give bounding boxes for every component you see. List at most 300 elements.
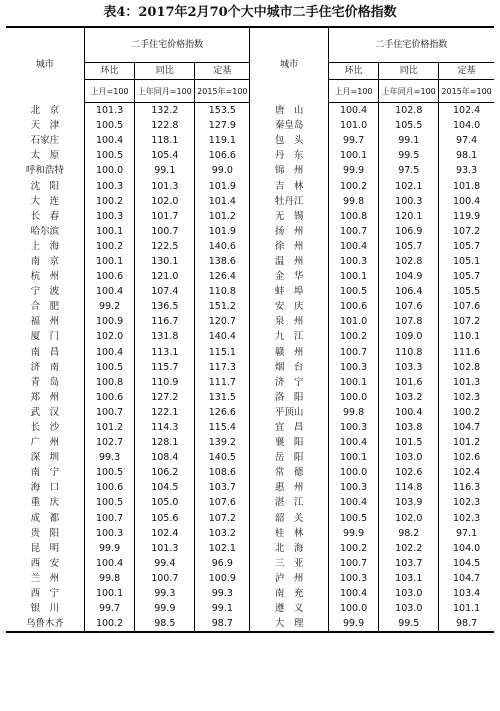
index-yoy-right: 102.1 [379,178,439,193]
index-mom-left: 100.6 [84,390,135,405]
index-yoy-right: 107.6 [379,299,439,314]
index-base-left: 106.6 [195,148,250,163]
table-row [6,148,494,163]
index-base-right: 101.8 [453,180,481,192]
index-yoy-left: 121.0 [135,269,195,284]
city-name-left: 贵 阳 [6,526,84,541]
index-mom-right: 100.4 [328,103,379,119]
index-mom-right: 100.7 [328,345,379,360]
index-yoy-left: 104.5 [135,480,195,495]
index-base-left: 115.4 [195,420,250,435]
city-name-left: 大 连 [6,194,84,209]
city-name-left: 兰 州 [6,571,84,586]
index-yoy-right: 104.9 [379,269,439,284]
table-row [6,541,494,556]
city-name-left: 上 海 [6,239,84,254]
city-name-right: 南 充 [250,586,328,601]
city-name-right: 扬 州 [250,224,328,239]
index-base-right: 116.3 [453,482,481,494]
index-yoy-right: 103.3 [379,360,439,375]
city-name-right: 岳 阳 [250,450,328,465]
index-base-left: 126.4 [195,269,250,284]
index-yoy-right: 99.5 [379,148,439,163]
index-base-right: 97.1 [456,527,478,539]
city-name-right: 三 亚 [250,556,328,571]
index-base-left: 102.1 [195,541,250,556]
index-yoy-right: 103.1 [379,571,439,586]
city-name-right: 唐 山 [250,103,328,119]
index-base-left: 115.1 [195,345,250,360]
index-mom-left: 99.3 [84,450,135,465]
table-row [6,163,494,178]
index-base-right: 101.1 [453,603,481,615]
index-yoy-left: 99.3 [135,586,195,601]
city-name-right: 泸 州 [250,571,328,586]
index-base-right: 104.0 [453,120,481,132]
index-yoy-right: 101.6 [379,375,439,390]
city-name-right: 大 理 [250,616,328,632]
index-yoy-left: 101.7 [135,209,195,224]
index-mom-left: 99.2 [84,299,135,314]
index-yoy-left: 122.5 [135,239,195,254]
index-mom-left: 102.0 [84,329,135,344]
index-base-right: 110.1 [453,331,481,343]
table-row [6,616,494,632]
index-mom-right: 100.1 [328,269,379,284]
city-name-left: 南 宁 [6,465,84,480]
index-mom-right: 100.2 [328,329,379,344]
city-name-left: 成 都 [6,511,84,526]
index-yoy-left: 136.5 [135,299,195,314]
index-base-right: 102.3 [453,497,481,509]
index-yoy-left: 102.0 [135,194,195,209]
index-base-right: 97.4 [456,135,478,147]
index-base-right: 102.3 [453,391,481,403]
index-base-right: 102.4 [453,105,481,117]
index-yoy-left: 108.4 [135,450,195,465]
index-yoy-left: 99.1 [135,163,195,178]
index-mom-left: 102.7 [84,435,135,450]
index-mom-right: 100.6 [328,299,379,314]
index-mom-right: 100.4 [328,239,379,254]
city-name-left: 福 州 [6,314,84,329]
index-mom-right: 99.9 [328,616,379,632]
index-mom-left: 100.1 [84,586,135,601]
index-yoy-right: 100.4 [379,405,439,420]
index-mom-left: 100.3 [84,209,135,224]
index-yoy-right: 109.0 [379,329,439,344]
index-base-left: 103.2 [195,526,250,541]
index-base-left: 110.8 [195,284,250,299]
index-mom-right: 100.0 [328,601,379,616]
index-mom-right: 100.4 [328,586,379,601]
city-name-left: 海 口 [6,480,84,495]
index-mom-right: 99.9 [328,526,379,541]
index-mom-right: 100.5 [328,284,379,299]
index-yoy-left: 98.5 [135,616,195,632]
index-mom-right: 100.3 [328,360,379,375]
table-row [6,284,494,299]
index-yoy-left: 99.9 [135,601,195,616]
index-mom-right: 100.2 [328,541,379,556]
index-base-right: 102.6 [453,452,481,464]
index-mom-right: 100.7 [328,556,379,571]
city-name-left: 郑 州 [6,390,84,405]
index-base-left: 108.6 [195,465,250,480]
city-name-right: 秦皇岛 [250,118,328,133]
table-row [6,420,494,435]
table-row [6,239,494,254]
index-yoy-right: 114.8 [379,480,439,495]
index-base-left: 140.5 [195,450,250,465]
index-base-left: 140.4 [195,329,250,344]
index-yoy-right: 97.5 [379,163,439,178]
table-row [6,133,494,148]
index-mom-right: 99.8 [328,405,379,420]
index-mom-right: 100.0 [328,465,379,480]
index-base-left: 138.6 [195,254,250,269]
index-mom-left: 100.3 [84,178,135,193]
index-mom-right: 100.3 [328,480,379,495]
index-base-right: 100.4 [453,195,481,207]
index-yoy-right: 101.5 [379,435,439,450]
index-group-header-left: 二手住宅价格指数 [84,27,250,63]
index-base-left: 127.9 [195,118,250,133]
index-yoy-left: 101.3 [135,178,195,193]
index-mom-left: 100.7 [84,511,135,526]
sub-mom-left: 上月=100 [84,80,135,103]
index-yoy-right: 99.1 [379,133,439,148]
city-name-left: 呼和浩特 [6,163,84,178]
city-name-left: 哈尔滨 [6,224,84,239]
sub-yoy-left: 上年同月=100 [135,80,195,103]
index-yoy-left: 105.0 [135,495,195,510]
index-base-left: 120.7 [195,314,250,329]
index-base-left: 119.1 [195,133,250,148]
index-base-left: 131.5 [195,390,250,405]
table-row [6,511,494,526]
price-index-table [6,26,494,633]
table-row [6,103,494,119]
city-name-left: 南 昌 [6,345,84,360]
index-mom-left: 100.4 [84,284,135,299]
index-base-right: 104.7 [453,572,481,584]
city-header-right: 城市 [250,27,328,103]
index-mom-right: 100.5 [328,511,379,526]
index-yoy-right: 110.8 [379,345,439,360]
city-name-left: 西 安 [6,556,84,571]
index-mom-right: 99.7 [328,133,379,148]
index-mom-right: 100.4 [328,495,379,510]
city-name-left: 天 津 [6,118,84,133]
city-name-left: 乌鲁木齐 [6,616,84,632]
index-mom-left: 100.2 [84,239,135,254]
index-base-left: 99.1 [195,601,250,616]
index-base-left: 140.6 [195,239,250,254]
index-base-left: 126.6 [195,405,250,420]
city-name-right: 遵 义 [250,601,328,616]
index-base-left: 101.2 [195,209,250,224]
table-row [6,450,494,465]
index-base-right: 105.7 [453,240,481,252]
city-name-left: 西 宁 [6,586,84,601]
city-name-right: 徐 州 [250,239,328,254]
index-mom-right: 100.3 [328,571,379,586]
index-yoy-left: 130.1 [135,254,195,269]
index-base-right: 100.2 [453,406,481,418]
index-yoy-right: 103.7 [379,556,439,571]
index-mom-left: 100.0 [84,163,135,178]
index-mom-left: 100.4 [84,556,135,571]
table-row [6,480,494,495]
index-base-left: 103.7 [195,480,250,495]
col-yoy-right: 同比 [379,63,439,80]
sub-base-right: 2015年=100 [439,80,494,103]
index-base-left: 117.3 [195,360,250,375]
index-mom-right: 100.3 [328,254,379,269]
city-name-right: 烟 台 [250,360,328,375]
index-mom-left: 100.8 [84,375,135,390]
index-mom-left: 99.9 [84,541,135,556]
city-name-right: 蚌 埠 [250,284,328,299]
sub-yoy-right: 上年同月=100 [379,80,439,103]
index-yoy-left: 132.2 [135,103,195,119]
index-mom-right: 100.0 [328,390,379,405]
index-base-right: 93.3 [456,165,478,177]
index-mom-right: 99.8 [328,194,379,209]
table-row [6,254,494,269]
index-yoy-right: 102.6 [379,465,439,480]
index-base-right: 119.9 [453,210,481,222]
index-mom-left: 100.4 [84,345,135,360]
index-base-left: 139.2 [195,435,250,450]
table-row [6,118,494,133]
index-mom-left: 100.2 [84,616,135,632]
index-mom-left: 100.7 [84,405,135,420]
table-row [6,526,494,541]
index-yoy-right: 103.0 [379,586,439,601]
table-row [6,586,494,601]
city-name-left: 合 肥 [6,299,84,314]
index-base-left: 153.5 [195,103,250,119]
city-name-left: 济 南 [6,360,84,375]
city-name-left: 重 庆 [6,495,84,510]
index-base-right: 104.0 [453,542,481,554]
index-mom-left: 100.5 [84,495,135,510]
city-name-right: 九 江 [250,329,328,344]
index-base-left: 111.7 [195,375,250,390]
index-yoy-right: 120.1 [379,209,439,224]
index-yoy-right: 103.0 [379,601,439,616]
index-yoy-right: 102.0 [379,511,439,526]
index-base-right: 104.7 [453,422,481,434]
index-mom-left: 100.5 [84,465,135,480]
index-mom-left: 99.7 [84,601,135,616]
city-name-right: 北 海 [250,541,328,556]
city-name-left: 杭 州 [6,269,84,284]
index-yoy-left: 107.4 [135,284,195,299]
index-mom-right: 100.7 [328,224,379,239]
table-row [6,390,494,405]
city-name-right: 常 德 [250,465,328,480]
index-mom-right: 100.8 [328,209,379,224]
col-mom-left: 环比 [84,63,135,80]
index-base-right: 98.7 [456,618,478,630]
index-yoy-right: 103.9 [379,495,439,510]
index-base-right: 105.7 [453,271,481,283]
index-mom-left: 100.6 [84,480,135,495]
table-row [6,178,494,193]
index-yoy-right: 103.0 [379,450,439,465]
index-yoy-right: 105.5 [379,118,439,133]
col-yoy-left: 同比 [135,63,195,80]
index-mom-right: 100.1 [328,450,379,465]
city-name-left: 北 京 [6,103,84,119]
index-mom-right: 99.9 [328,163,379,178]
city-name-left: 青 岛 [6,375,84,390]
index-base-right: 107.2 [453,225,481,237]
index-base-right: 101.3 [453,376,481,388]
index-base-right: 105.1 [453,255,481,267]
city-name-left: 长 沙 [6,420,84,435]
city-name-right: 惠 州 [250,480,328,495]
city-name-right: 吉 林 [250,178,328,193]
index-yoy-left: 101.3 [135,541,195,556]
city-name-right: 安 庆 [250,299,328,314]
index-yoy-right: 106.9 [379,224,439,239]
city-name-right: 牡丹江 [250,194,328,209]
index-yoy-left: 115.7 [135,360,195,375]
city-name-left: 沈 阳 [6,178,84,193]
index-yoy-right: 105.7 [379,239,439,254]
city-name-right: 襄 阳 [250,435,328,450]
index-base-right: 102.8 [453,361,481,373]
city-name-right: 赣 州 [250,345,328,360]
index-base-right: 102.3 [453,512,481,524]
city-name-right: 平顶山 [250,405,328,420]
city-name-left: 宁 波 [6,284,84,299]
index-yoy-left: 100.7 [135,571,195,586]
index-base-left: 151.2 [195,299,250,314]
city-name-right: 湛 江 [250,495,328,510]
city-name-right: 洛 阳 [250,390,328,405]
index-base-right: 102.4 [453,467,481,479]
table-row [6,601,494,616]
index-mom-right: 100.1 [328,375,379,390]
city-name-right: 济 宁 [250,375,328,390]
table-row [6,345,494,360]
index-yoy-left: 122.8 [135,118,195,133]
city-name-right: 丹 东 [250,148,328,163]
table-row [6,224,494,239]
index-yoy-left: 105.4 [135,148,195,163]
index-mom-left: 101.2 [84,420,135,435]
city-name-right: 宜 昌 [250,420,328,435]
table-row [6,299,494,314]
index-yoy-left: 106.2 [135,465,195,480]
col-base-left: 定基 [195,63,250,80]
index-yoy-right: 100.3 [379,194,439,209]
index-mom-left: 100.4 [84,133,135,148]
index-mom-left: 100.9 [84,314,135,329]
index-yoy-left: 131.8 [135,329,195,344]
index-mom-left: 100.5 [84,148,135,163]
index-mom-left: 100.1 [84,254,135,269]
index-mom-left: 101.3 [84,103,135,119]
city-name-left: 武 汉 [6,405,84,420]
index-base-left: 101.9 [195,224,250,239]
index-base-left: 99.3 [195,586,250,601]
table-body [6,103,494,633]
index-mom-left: 100.1 [84,224,135,239]
city-name-left: 深 圳 [6,450,84,465]
sub-mom-right: 上月=100 [328,80,379,103]
city-name-right: 韶 关 [250,511,328,526]
index-yoy-left: 122.1 [135,405,195,420]
index-base-left: 107.6 [195,495,250,510]
table-row [6,465,494,480]
index-mom-left: 99.8 [84,571,135,586]
index-base-left: 99.0 [195,163,250,178]
table-row [6,314,494,329]
city-name-right: 金 华 [250,269,328,284]
index-yoy-right: 102.2 [379,541,439,556]
index-yoy-right: 103.2 [379,390,439,405]
index-group-header-right: 二手住宅价格指数 [328,27,494,63]
city-name-left: 太 原 [6,148,84,163]
index-base-right: 107.6 [453,301,481,313]
index-base-right: 111.6 [453,346,481,358]
index-mom-right: 100.1 [328,148,379,163]
city-name-left: 银 川 [6,601,84,616]
table-row [6,571,494,586]
index-mom-right: 101.0 [328,118,379,133]
index-base-left: 101.9 [195,178,250,193]
city-name-left: 广 州 [6,435,84,450]
index-yoy-right: 102.8 [379,254,439,269]
index-base-left: 107.2 [195,511,250,526]
index-yoy-right: 98.2 [379,526,439,541]
city-name-right: 锦 州 [250,163,328,178]
city-name-left: 石家庄 [6,133,84,148]
table-row [6,269,494,284]
index-base-right: 104.5 [453,557,481,569]
index-yoy-right: 99.5 [379,616,439,632]
city-name-right: 温 州 [250,254,328,269]
city-name-right: 包 头 [250,133,328,148]
index-yoy-left: 102.4 [135,526,195,541]
city-name-right: 无 锡 [250,209,328,224]
index-base-left: 98.7 [195,616,250,632]
index-yoy-left: 99.4 [135,556,195,571]
index-yoy-right: 106.4 [379,284,439,299]
index-mom-left: 100.3 [84,526,135,541]
index-base-right: 105.5 [453,286,481,298]
index-yoy-left: 128.1 [135,435,195,450]
index-base-left: 100.9 [195,571,250,586]
index-yoy-left: 116.7 [135,314,195,329]
index-mom-left: 100.5 [84,118,135,133]
table-row [6,194,494,209]
table-title: 表4：2017年2月70个大中城市二手住宅价格指数 [103,5,397,20]
index-yoy-left: 118.1 [135,133,195,148]
city-name-left: 昆 明 [6,541,84,556]
col-base-right: 定基 [439,63,494,80]
index-mom-left: 100.5 [84,360,135,375]
index-mom-left: 100.6 [84,269,135,284]
index-mom-left: 100.2 [84,194,135,209]
index-base-left: 101.4 [195,194,250,209]
